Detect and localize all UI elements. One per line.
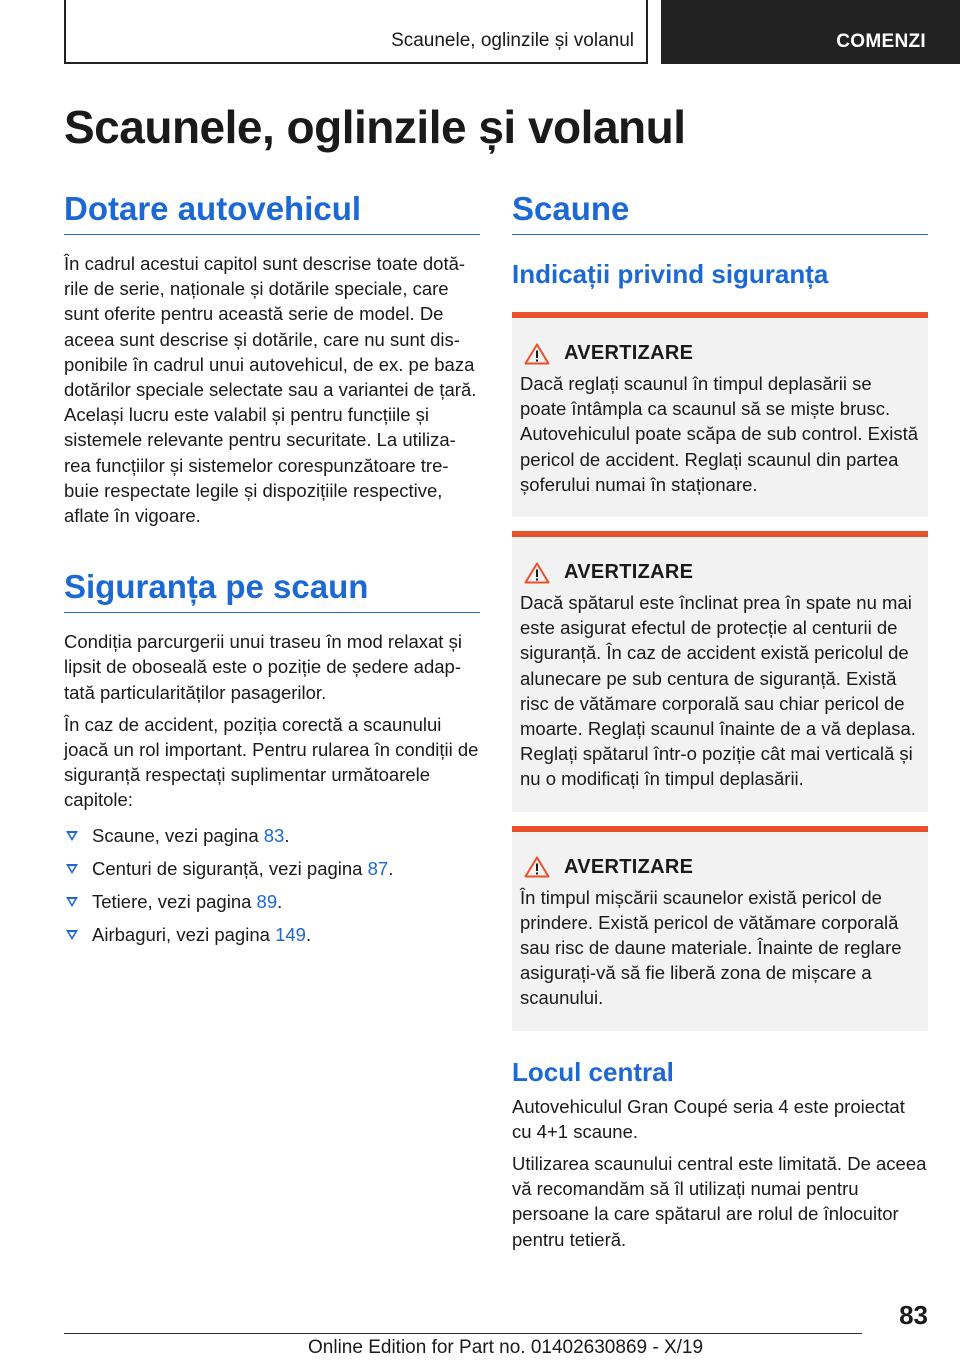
locul-paragraph-1: Autovehiculul Gran Coupé seria 4 este proiectat cu 4+1 scaune. <box>512 1095 905 1142</box>
page-title: Scaunele, oglinzile și volanul <box>64 101 686 153</box>
subsection-title-locul-central: Locul central <box>512 1056 674 1087</box>
running-header-chapter: COMENZI <box>836 31 926 52</box>
list-item: Centuri de siguranță, vezi pagina 87. <box>64 856 480 881</box>
triangle-bullet-icon <box>66 897 78 907</box>
warning-text: Dacă reglați scaunul în timpul deplasării se poate întâmpla ca scaunul să se miște brusc. Autovehiculul poate scăpa de sub control. Există pericol de accident. Reglați scaunul din partea șoferului numai în staționare. <box>520 373 918 495</box>
page-link-83[interactable]: 83 <box>263 824 285 846</box>
section-title-scaune: Scaune <box>512 190 928 235</box>
warning-label: AVERTIZARE <box>564 342 694 364</box>
warning-text: În timpul mișcării scaunelor există pericol de prindere. Există pericol de vătămare corporală sau risc de daune materiale. Înainte de reglare asigurați-vă să fie liberă zona de mișcare a scaunului. <box>520 886 902 1009</box>
warning-box-3 <box>512 826 928 1031</box>
warning-triangle-icon <box>524 856 550 878</box>
running-header-section: Scaunele, oglinzile și volanul <box>391 30 634 51</box>
list-item: Scaune, vezi pagina 83. <box>64 823 480 848</box>
warning-box-1 <box>512 312 928 517</box>
list-item: Airbaguri, vezi pagina 149. <box>64 922 480 947</box>
chapter-reference-list <box>64 823 480 947</box>
section-title-siguranta: Siguranța pe scaun <box>64 568 480 613</box>
list-item: Tetiere, vezi pagina 89. <box>64 889 480 914</box>
running-header-chapter-box <box>661 0 960 64</box>
footer-divider <box>64 1333 862 1334</box>
siguranta-paragraph-1: Condiția parcurgerii unui traseu în mod relaxat și lipsit de oboseală este o poziție de ședere adap-tată particularităților pasagerilor. <box>64 631 462 703</box>
warning-text: Dacă spătarul este înclinat prea în spate nu mai este asigurat efectul de protecție al centurii de siguranță. În caz de accident există pericolul de alunecare pe sub centura de siguranță. Există risc de vătămare corporală sau chiar pericol de moarte. Reglați scaunul înainte de a vă deplasa. Reglați spătarul într-o poziție cât mai verticală și nu o modificați în timpul deplasării. <box>520 592 916 790</box>
running-header-section-box <box>64 0 648 64</box>
warning-label: AVERTIZARE <box>564 561 694 584</box>
footer-edition: Online Edition for Part no. 01402630869 - X/19 <box>308 1337 704 1358</box>
triangle-bullet-icon <box>66 930 78 940</box>
warning-triangle-icon <box>524 343 550 365</box>
warning-label: AVERTIZARE <box>564 855 694 878</box>
page-link-87[interactable]: 87 <box>367 857 389 879</box>
triangle-bullet-icon <box>66 864 78 874</box>
warning-triangle-icon <box>524 562 550 584</box>
triangle-bullet-icon <box>66 831 78 841</box>
page-link-89[interactable]: 89 <box>256 890 278 912</box>
siguranta-paragraph-2: În caz de accident, poziția corectă a scaunului joacă un rol important. Pentru rularea în condiții de siguranță respectați suplimentar următoarele capitole: <box>64 713 479 811</box>
warning-box-2 <box>512 531 928 812</box>
section-title-dotare: Dotare autovehicul <box>64 190 480 235</box>
page-number: 83 <box>899 1300 928 1330</box>
right-column <box>512 190 928 1252</box>
locul-paragraph-2: Utilizarea scaunului central este limitată. De aceea vă recomandăm să îl utilizați numai pentru persoane la care spătarul are rolul de înlocuitor pentru tetieră. <box>512 1153 927 1250</box>
dotare-paragraph: În cadrul acestui capitol sunt descrise toate dotă-rile de serie, naționale și dotările speciale, care sunt oferite pentru această serie de model. De aceea sunt descrise și dotările, care nu sunt dis-ponibile în cadrul unui autovehicul, de ex. pe baza dotărilor speciale selectate sau a variantei de țară. Același lucru este valabil și pentru funcțiile și sistemele relevante pentru securitate. La utiliza-rea funcțiilor și sistemelor corespunzătoare tre-buie respectate legile și dispozițiile respective, aflate în vigoare. <box>64 253 477 527</box>
subsection-title-indicatii: Indicații privind siguranța <box>512 259 829 289</box>
page-link-149[interactable]: 149 <box>275 923 306 945</box>
left-column <box>64 190 480 955</box>
